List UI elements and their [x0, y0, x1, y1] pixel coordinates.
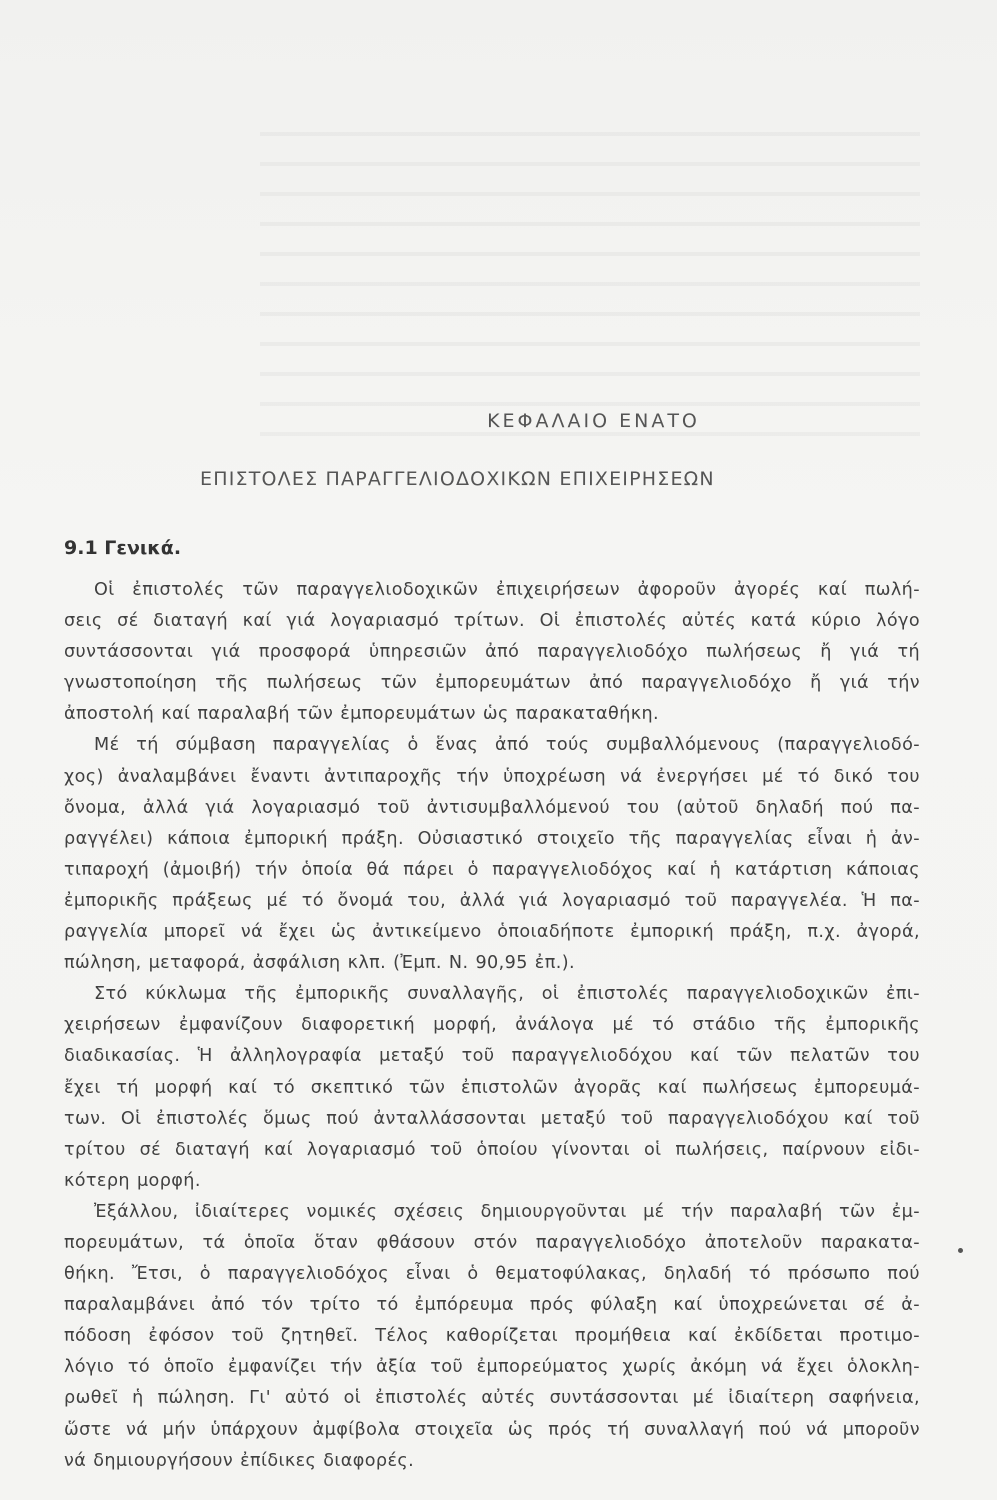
text-line: ραγγελία μπορεῖ νά ἔχει ὡς ἀντικείμενο ὁποιαδήποτε ἐμπορική πράξη, π.χ. ἀγορά, [64, 922, 920, 943]
text-line: τιπαροχή (ἀμοιβή) τήν ὁποία θά πάρει ὁ παραγγελιοδόχος καί ἡ κατάρτιση κάποιας [64, 859, 920, 880]
text-line: ὥστε νά μήν ὑπάρχουν ἀμφίβολα στοιχεῖα ὡς πρός τή συναλλαγή πού νά μποροῦν [64, 1419, 920, 1440]
text-line: πόδοση ἐφόσον τοῦ ζητηθεῖ. Τέλος καθορίζεται προμήθεια καί ἐκδίδεται προτιμο- [64, 1326, 920, 1347]
text-line: τρίτου σέ διαταγή καί λογαριασμό τοῦ ὁποίου γίνονται οἱ πωλήσεις, παίρνουν εἰδι- [64, 1139, 920, 1160]
text-line: Οἱ ἐπιστολές τῶν παραγγελιοδοχικῶν ἐπιχειρήσεων ἀφοροῦν ἀγορές καί πωλή- [94, 580, 920, 600]
text-line: ρωθεῖ ἡ πώληση. Γι' αὐτό οἱ ἐπιστολές αὐτές συντάσσονται μέ ἰδιαίτερη σαφήνεια, [64, 1388, 920, 1409]
text-line: διαδικασίας. Ἡ ἀλληλογραφία μεταξύ τοῦ παραγγελιοδόχου καί τῶν πελατῶν του [64, 1046, 920, 1067]
text-line: σεις σέ διαταγή καί γιά λογαριασμό τρίτων. Οἱ ἐπιστολές αὐτές κατά κύριο λόγο [64, 611, 920, 632]
text-line: πορευμάτων, τά ὁποῖα ὅταν φθάσουν στόν παραγγελιοδόχο ἀποτελοῦν παρακατα- [64, 1232, 920, 1253]
text-line: νά δημιουργήσουν ἐπίδικες διαφορές. [64, 1450, 415, 1471]
text-line: θήκη. Ἔτσι, ὁ παραγγελιοδόχος εἶναι ὁ θεματοφύλακας, δηλαδή τό πρόσωπο πού [64, 1264, 920, 1285]
text-line: χειρήσεων ἐμφανίζουν διαφορετική μορφή, ἀνάλογα μέ τό στάδιο τῆς ἐμπορικῆς [64, 1015, 920, 1036]
chapter-title: ΕΠΙΣΤΟΛΕΣ ΠΑΡΑΓΓΕΛΙΟΔΟΧΙΚΩΝ ΕΠΙΧΕΙΡΗΣΕΩΝ [200, 468, 715, 490]
body-text [64, 575, 920, 1477]
text-line: παραλαμβάνει ἀπό τόν τρίτο τό ἐμπόρευμα πρός φύλαξη καί ὑποχρεώνεται σέ ἀ- [64, 1295, 920, 1316]
paragraph [64, 1197, 920, 1477]
text-line: χος) ἀναλαμβάνει ἔναντι ἀντιπαροχῆς τήν ὑποχρέωση νά ἐνεργήσει μέ τό δικό του [64, 766, 920, 787]
paragraph [64, 730, 920, 979]
text-line: ἀποστολή καί παραλαβή τῶν ἐμπορευμάτων ὡς παρακαταθήκη. [64, 704, 660, 725]
text-line: ἐμπορικῆς πράξεως μέ τό ὄνομά του, ἀλλά γιά λογαριασμό τοῦ παραγγελέα. Ἡ πα- [64, 890, 920, 911]
text-line: Μέ τή σύμβαση παραγγελίας ὁ ἕνας ἀπό τούς συμβαλλόμενους (παραγγελιοδό- [94, 735, 920, 756]
text-line: γνωστοποίηση τῆς πωλήσεως τῶν ἐμπορευμάτων ἀπό παραγγελιοδόχο ἤ γιά τήν [64, 673, 920, 694]
text-line: ραγγέλει) κάποια ἐμπορική πράξη. Οὐσιαστικό στοιχεῖο τῆς παραγγελίας εἶναι ἡ ἀν- [64, 828, 920, 849]
text-line: ὄνομα, ἀλλά γιά λογαριασμό τοῦ ἀντισυμβαλλόμενού του (αὐτοῦ δηλαδή πού πα- [64, 797, 920, 818]
paragraph [64, 575, 920, 730]
ink-speck [958, 1248, 963, 1253]
paragraph [64, 979, 920, 1197]
text-line: λόγιο τό ὁποῖο ἐμφανίζει τήν ἀξία τοῦ ἐμπορεύματος χωρίς ἀκόμη νά ἔχει ὁλοκλη- [64, 1357, 920, 1378]
section-heading: 9.1 Γενικά. [64, 537, 182, 559]
chapter-number-label: ΚΕΦΑΛΑΙΟ ΕΝΑΤΟ [487, 410, 700, 432]
text-line: Στό κύκλωμα τῆς ἐμπορικῆς συναλλαγῆς, οἱ ἐπιστολές παραγγελιοδοχικῶν ἐπι- [94, 984, 920, 1005]
text-line: ἔχει τή μορφή καί τό σκεπτικό τῶν ἐπιστολῶν ἀγορᾶς καί πωλήσεως ἐμπορευμά- [64, 1077, 920, 1098]
text-line: Ἐξάλλου, ἰδιαίτερες νομικές σχέσεις δημιουργοῦνται μέ τήν παραλαβή τῶν ἐμ- [94, 1201, 920, 1222]
text-line: των. Οἱ ἐπιστολές ὅμως πού ἀνταλλάσσονται μεταξύ τοῦ παραγγελιοδόχου καί τοῦ [64, 1108, 920, 1129]
text-line: πώληση, μεταφορά, ἀσφάλιση κλπ. (Ἐμπ. Ν. 90,95 ἐπ.). [64, 953, 575, 974]
bleed-through-text [260, 110, 920, 440]
text-line: κότερη μορφή. [64, 1170, 201, 1191]
text-line: συντάσσονται γιά προσφορά ὑπηρεσιῶν ἀπό παραγγελιοδόχο πωλήσεως ἤ γιά τή [64, 642, 920, 663]
